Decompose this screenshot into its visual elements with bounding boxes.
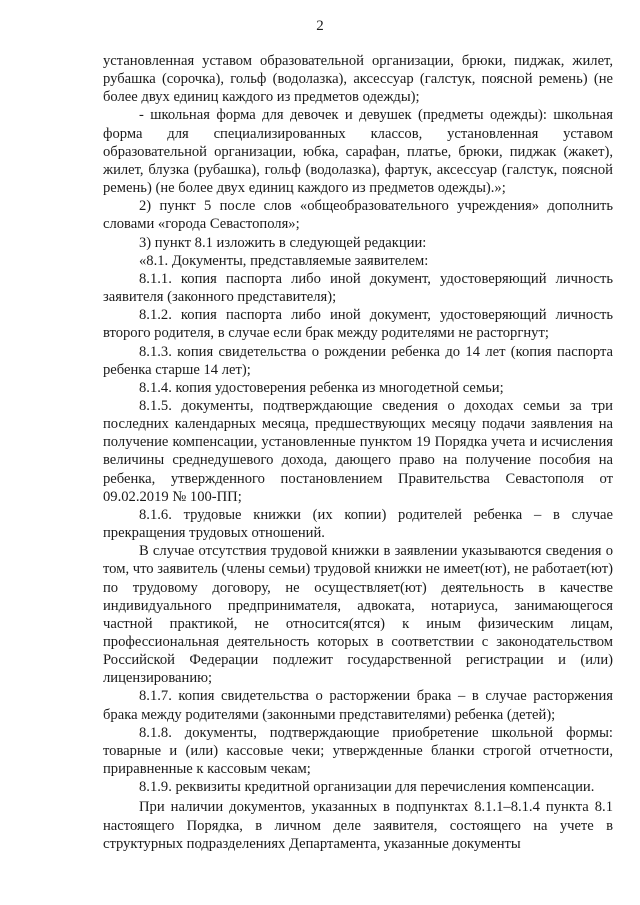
paragraph-8-1-6: 8.1.6. трудовые книжки (их копии) родителей ребенка – в случае прекращения трудовых отношений. xyxy=(103,506,613,542)
paragraph-8-1-8: 8.1.8. документы, подтверждающие приобретение школьной формы: товарные и (или) кассовые чеки; утвержденные бланки строгой отчетности, приравненные к кассовым чекам; xyxy=(103,724,613,778)
paragraph-boys-uniform-continuation: установленная уставом образовательной организации, брюки, пиджак, жилет, рубашка (сорочка), гольф (водолазка), аксессуар (галстук, поясной ремень) (не более двух единиц каждого из предметов одежды); xyxy=(103,53,613,106)
paragraph-8-1-2: 8.1.2. копия паспорта либо иной документ, удостоверяющий личность второго родителя, в случае если брак между родителями не расторгнут; xyxy=(103,307,613,342)
paragraph-8-1-7: 8.1.7. копия свидетельства о расторжении брака – в случае расторжения брака между родителями (законными представителями) ребенка (детей); xyxy=(103,688,613,723)
paragraph-item-2: 2) пункт 5 после слов «общеобразовательного учреждения» дополнить словами «города Севастополя»; xyxy=(103,198,613,233)
paragraph-8-1-heading: «8.1. Документы, представляемые заявителем: xyxy=(139,252,429,269)
paragraph-8-1-5: 8.1.5. документы, подтверждающие сведения о доходах семьи за три последних календарных месяца, предшествующих месяцу подачи заявления на получение компенсации, установленные пунктом 19 Порядка учета и исчисления величины среднедушевого дохода, дающего право на получение пособия на ребенка, утвержденного постановлением Правительства Севастополя от 09.02.2019 № 100-ПП; xyxy=(103,397,613,505)
paragraph-girls-uniform: - школьная форма для девочек и девушек (предметы одежды): школьная форма для специализированных классов, установленная уставом образовательной организации, юбка, сарафан, платье, брюки, пиджак (жакет), жилет, блузка (рубашка), гольф (водолазка), фартук, аксессуар (галстук, поясной ремень) (не более двух единиц каждого из предметов одежды).»; xyxy=(103,107,613,197)
paragraph-item-3: 3) пункт 8.1 изложить в следующей редакции: xyxy=(139,234,427,251)
document-body xyxy=(103,52,613,853)
paragraph-8-1-9: 8.1.9. реквизиты кредитной организации для перечисления компенсации. xyxy=(139,779,595,796)
paragraph-no-work-record: В случае отсутствия трудовой книжки в заявлении указываются сведения о том, что заявитель (члены семьи) трудовой книжки не имеет(ют), не работает(ют) по трудовому договору, не осуществляет(ют) деятельность в качестве индивидуального предпринимателя, адвоката, нотариуса, занимающегося частной практикой, не относится(ятся) к иным физическим лицам, профессиональная деятельность которых в соответствии с законодательством Российской Федерации подлежит государственной регистрации и (или) лицензированию; xyxy=(103,543,613,687)
paragraph-8-1-1: 8.1.1. копия паспорта либо иной документ, удостоверяющий личность заявителя (законного представителя); xyxy=(103,270,613,306)
paragraph-8-1-3: 8.1.3. копия свидетельства о рождении ребенка до 14 лет (копия паспорта ребенка старше 14 лет); xyxy=(103,343,613,378)
paragraph-8-1-4: 8.1.4. копия удостоверения ребенка из многодетной семьи; xyxy=(139,379,504,396)
page-number: 2 xyxy=(316,18,324,34)
paragraph-documents-on-file: При наличии документов, указанных в подпунктах 8.1.1–8.1.4 пункта 8.1 настоящего Порядка, в личном деле заявителя, состоящего на учете в структурных подразделениях Департамента, указанные документы xyxy=(103,799,613,852)
